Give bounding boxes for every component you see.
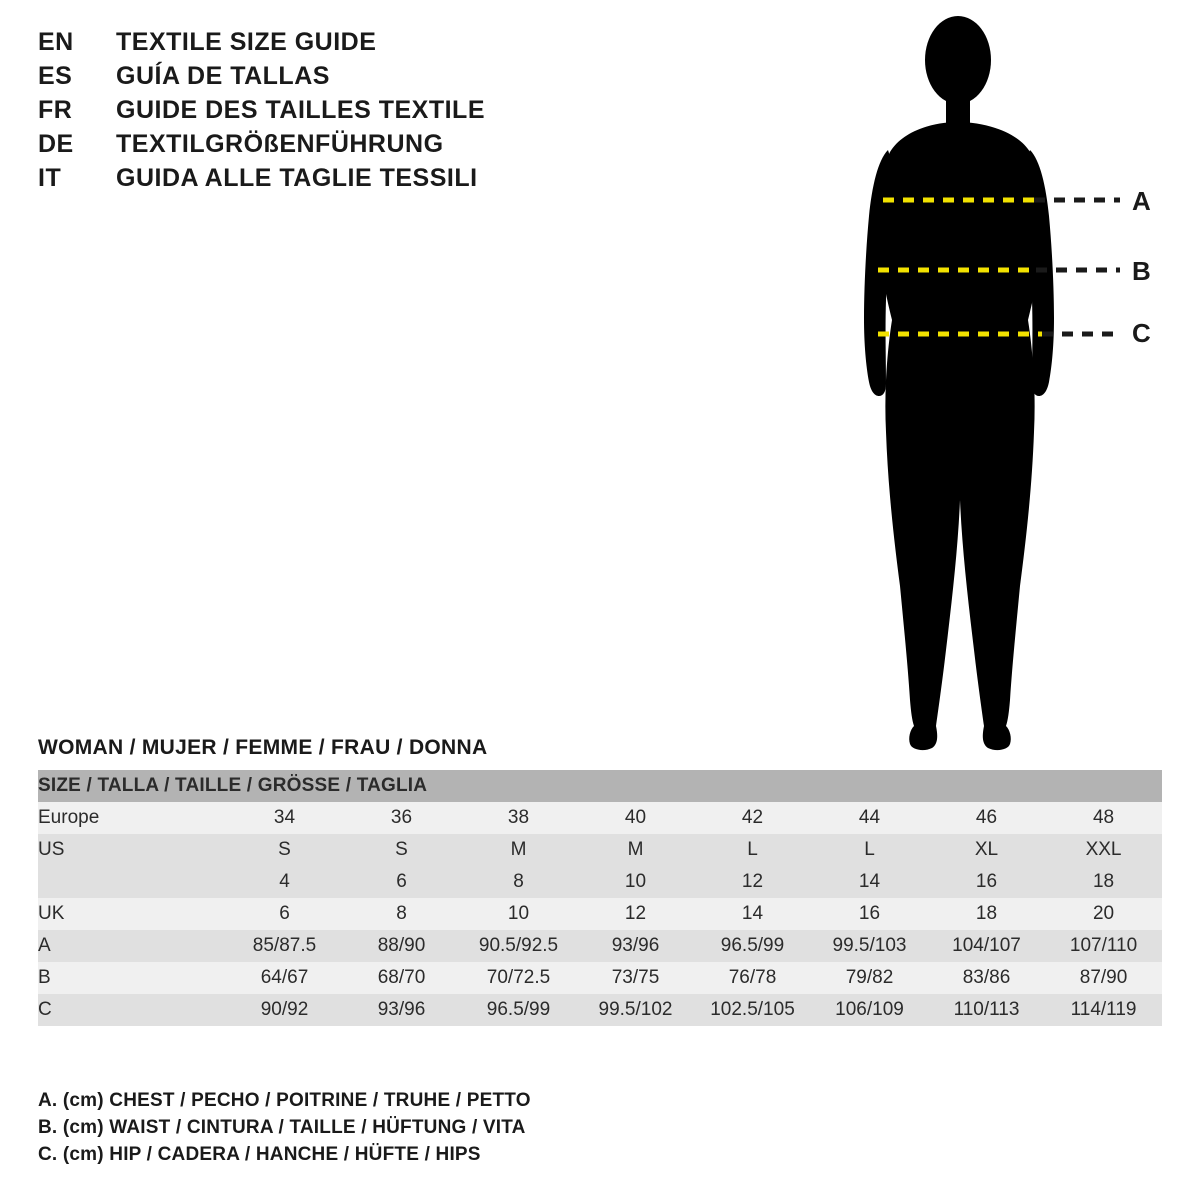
- cell: L: [694, 834, 811, 866]
- row-label: A: [38, 930, 226, 962]
- language-code: ES: [38, 62, 73, 90]
- cell: 79/82: [811, 962, 928, 994]
- table-row: [38, 898, 1162, 930]
- table-row: [38, 962, 1162, 994]
- cell: 87/90: [1045, 962, 1162, 994]
- language-row: [38, 62, 558, 96]
- cell: 70/72.5: [460, 962, 577, 994]
- cell: 44: [811, 802, 928, 834]
- language-code: EN: [38, 28, 74, 56]
- language-title: GUIDE DES TAILLES TEXTILE: [116, 96, 486, 124]
- language-row: [38, 28, 558, 62]
- language-title: TEXTILGRÖßENFÜHRUNG: [116, 130, 444, 158]
- row-label: C: [38, 994, 226, 1026]
- cell: 14: [811, 866, 928, 898]
- table-row: [38, 834, 1162, 866]
- cell: 68/70: [343, 962, 460, 994]
- row-label: UK: [38, 898, 226, 930]
- table-header-row: [38, 770, 1162, 802]
- language-code: IT: [38, 164, 62, 192]
- cell: 18: [928, 898, 1045, 930]
- cell: 93/96: [577, 930, 694, 962]
- cell: 73/75: [577, 962, 694, 994]
- cell: 90/92: [226, 994, 343, 1026]
- cell: 18: [1045, 866, 1162, 898]
- cell: XL: [928, 834, 1045, 866]
- cell: 12: [694, 866, 811, 898]
- cell: 8: [343, 898, 460, 930]
- row-label: Europe: [38, 802, 226, 834]
- cell: 12: [577, 898, 694, 930]
- cell: S: [226, 834, 343, 866]
- measurement-label-a: A: [1132, 186, 1151, 216]
- cell: 64/67: [226, 962, 343, 994]
- cell: 6: [343, 866, 460, 898]
- measurement-label-c: C: [1132, 318, 1151, 348]
- table-header-label: SIZE / TALLA / TAILLE / GRÖSSE / TAGLIA: [38, 770, 1162, 802]
- measurement-legend: [38, 1090, 838, 1171]
- legend-line-c: C. (cm) HIP / CADERA / HANCHE / HÜFTE / HIPS: [38, 1144, 481, 1165]
- cell: 102.5/105: [694, 994, 811, 1026]
- legend-line-b: B. (cm) WAIST / CINTURA / TAILLE / HÜFTUNG / VITA: [38, 1117, 526, 1138]
- cell: 107/110: [1045, 930, 1162, 962]
- cell: 40: [577, 802, 694, 834]
- cell: 48: [1045, 802, 1162, 834]
- row-label: US: [38, 834, 226, 866]
- cell: 88/90: [343, 930, 460, 962]
- cell: 93/96: [343, 994, 460, 1026]
- language-title: GUIDA ALLE TAGLIE TESSILI: [116, 164, 478, 192]
- cell: 46: [928, 802, 1045, 834]
- cell: 85/87.5: [226, 930, 343, 962]
- cell: 16: [928, 866, 1045, 898]
- cell: 110/113: [928, 994, 1045, 1026]
- language-row: [38, 96, 558, 130]
- language-row: [38, 164, 558, 198]
- language-title-list: [38, 28, 558, 198]
- language-title: TEXTILE SIZE GUIDE: [116, 28, 377, 56]
- language-row: [38, 130, 558, 164]
- cell: 76/78: [694, 962, 811, 994]
- cell: XXL: [1045, 834, 1162, 866]
- cell: M: [577, 834, 694, 866]
- cell: 14: [694, 898, 811, 930]
- language-title: GUÍA DE TALLAS: [116, 62, 330, 90]
- cell: 90.5/92.5: [460, 930, 577, 962]
- woman-silhouette-icon: [780, 0, 1200, 760]
- row-label: [38, 866, 226, 898]
- cell: M: [460, 834, 577, 866]
- cell: 10: [460, 898, 577, 930]
- cell: 104/107: [928, 930, 1045, 962]
- cell: L: [811, 834, 928, 866]
- language-code: FR: [38, 96, 73, 124]
- table-row: [38, 930, 1162, 962]
- size-table-section: [38, 736, 1162, 1026]
- cell: 99.5/103: [811, 930, 928, 962]
- cell: 106/109: [811, 994, 928, 1026]
- cell: 20: [1045, 898, 1162, 930]
- size-guide-figure: [780, 0, 1200, 760]
- cell: 83/86: [928, 962, 1045, 994]
- cell: 34: [226, 802, 343, 834]
- cell: 36: [343, 802, 460, 834]
- cell: 96.5/99: [460, 994, 577, 1026]
- row-label: B: [38, 962, 226, 994]
- woman-section-heading: WOMAN / MUJER / FEMME / FRAU / DONNA: [38, 736, 488, 759]
- size-table: [38, 770, 1162, 1026]
- cell: 16: [811, 898, 928, 930]
- cell: 96.5/99: [694, 930, 811, 962]
- table-row: [38, 802, 1162, 834]
- cell: 38: [460, 802, 577, 834]
- cell: 114/119: [1045, 994, 1162, 1026]
- language-code: DE: [38, 130, 74, 158]
- cell: 6: [226, 898, 343, 930]
- cell: 42: [694, 802, 811, 834]
- cell: 4: [226, 866, 343, 898]
- legend-line-a: A. (cm) CHEST / PECHO / POITRINE / TRUHE / PETTO: [38, 1090, 531, 1111]
- cell: S: [343, 834, 460, 866]
- cell: 99.5/102: [577, 994, 694, 1026]
- table-row: [38, 994, 1162, 1026]
- table-row: [38, 866, 1162, 898]
- measurement-label-b: B: [1132, 256, 1151, 286]
- cell: 8: [460, 866, 577, 898]
- cell: 10: [577, 866, 694, 898]
